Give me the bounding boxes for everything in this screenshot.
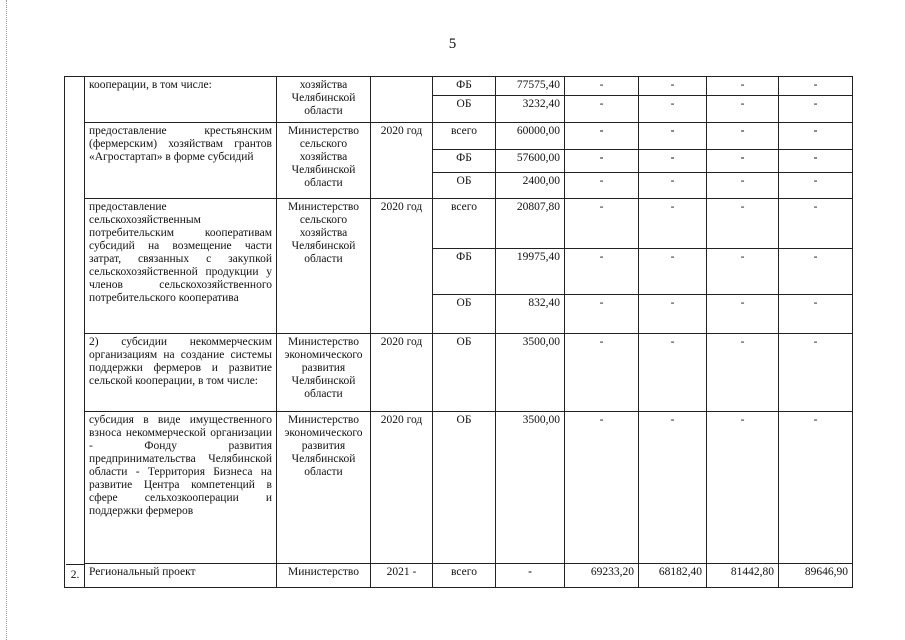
value-cell: -	[565, 150, 639, 173]
value-cell: -	[565, 77, 639, 96]
value-cell: -	[565, 123, 639, 150]
year-cell: 2020 год	[371, 123, 433, 199]
value-cell: 89646,90	[779, 564, 853, 588]
description-cell: 2) субсидии некоммерческим организациям на создание системы поддержки фермеров и развитие сельской кооперации, в том числе:	[85, 334, 277, 412]
table-row	[65, 564, 853, 588]
amount-cell: 3232,40	[496, 96, 565, 123]
source-cell: ФБ	[433, 77, 496, 96]
amount-cell: 19975,40	[496, 249, 565, 295]
value-cell: -	[639, 295, 707, 334]
description-cell: кооперации, в том числе:	[85, 77, 277, 123]
executor-cell: хозяйства Челябинской области	[277, 77, 371, 123]
value-cell: -	[707, 77, 779, 96]
value-cell: -	[565, 295, 639, 334]
budget-table	[64, 76, 853, 588]
value-cell: -	[707, 96, 779, 123]
value-cell: 69233,20	[565, 564, 639, 588]
year-cell	[371, 77, 433, 123]
amount-cell: 3500,00	[496, 334, 565, 412]
year-cell: 2021 -	[371, 564, 433, 588]
row-number-2: 2.	[66, 564, 84, 587]
value-cell: -	[565, 334, 639, 412]
table-row	[65, 412, 853, 564]
value-cell: -	[639, 123, 707, 150]
value-cell: -	[565, 96, 639, 123]
executor-cell: Министерство сельского хозяйства Челябинской области	[277, 123, 371, 199]
description-cell: предоставление крестьянским (фермерским) хозяйствам грантов «Агростартап» в форме субсидий	[85, 123, 277, 199]
source-cell: ОБ	[433, 173, 496, 199]
value-cell: -	[565, 412, 639, 564]
value-cell: -	[565, 249, 639, 295]
executor-cell: Министерство экономического развития Челябинской области	[277, 412, 371, 564]
value-cell: -	[779, 334, 853, 412]
table-row	[65, 123, 853, 150]
executor-cell: Министерство экономического развития Челябинской области	[277, 334, 371, 412]
value-cell: -	[779, 412, 853, 564]
value-cell: -	[779, 123, 853, 150]
value-cell: -	[707, 150, 779, 173]
executor-cell: Министерство	[277, 564, 371, 588]
description-cell: субсидия в виде имущественного взноса некоммерческой организации - Фонду развития предпринимательства Челябинской области - Территория Бизнеса на развитие Центра компетенций в сфере сельхозкооперации и поддержки фермеров	[85, 412, 277, 564]
executor-cell: Министерство сельского хозяйства Челябинской области	[277, 199, 371, 334]
table-row	[65, 334, 853, 412]
value-cell: -	[707, 173, 779, 199]
value-cell: -	[639, 412, 707, 564]
year-cell: 2020 год	[371, 334, 433, 412]
value-cell: -	[707, 295, 779, 334]
value-cell: 81442,80	[707, 564, 779, 588]
value-cell: -	[779, 295, 853, 334]
year-cell: 2020 год	[371, 199, 433, 334]
description-cell: предоставление сельскохозяйственным потребительским кооперативам субсидий на возмещение части затрат, связанных с закупкой сельскохозяйственной продукции у членов сельскохозяйственного потребительского кооператива	[85, 199, 277, 334]
table-row	[65, 77, 853, 96]
amount-cell: 832,40	[496, 295, 565, 334]
value-cell: -	[779, 249, 853, 295]
value-cell: -	[565, 199, 639, 249]
value-cell: -	[707, 123, 779, 150]
amount-cell: 20807,80	[496, 199, 565, 249]
value-cell: -	[779, 199, 853, 249]
amount-cell: 57600,00	[496, 150, 565, 173]
value-cell: -	[639, 96, 707, 123]
year-cell: 2020 год	[371, 412, 433, 564]
source-cell: ОБ	[433, 412, 496, 564]
amount-cell: 2400,00	[496, 173, 565, 199]
source-cell: ОБ	[433, 96, 496, 123]
source-cell: ФБ	[433, 249, 496, 295]
source-cell: ОБ	[433, 334, 496, 412]
amount-cell: 3500,00	[496, 412, 565, 564]
row-number-cell	[65, 77, 85, 588]
value-cell: -	[639, 150, 707, 173]
source-cell: ФБ	[433, 150, 496, 173]
source-cell: всего	[433, 564, 496, 588]
value-cell: -	[707, 199, 779, 249]
page-number: 5	[448, 36, 457, 52]
source-cell: ОБ	[433, 295, 496, 334]
value-cell: -	[779, 150, 853, 173]
value-cell: -	[779, 96, 853, 123]
value-cell: -	[707, 334, 779, 412]
value-cell: -	[639, 249, 707, 295]
amount-cell: -	[496, 564, 565, 588]
value-cell: -	[707, 249, 779, 295]
value-cell: -	[779, 173, 853, 199]
source-cell: всего	[433, 199, 496, 249]
page-edge-dots	[6, 0, 8, 640]
value-cell: -	[707, 412, 779, 564]
value-cell: -	[639, 77, 707, 96]
value-cell: -	[639, 334, 707, 412]
value-cell: -	[565, 173, 639, 199]
source-cell: всего	[433, 123, 496, 150]
value-cell: -	[779, 77, 853, 96]
table-row	[65, 199, 853, 249]
value-cell: -	[639, 199, 707, 249]
value-cell: -	[639, 173, 707, 199]
value-cell: 68182,40	[639, 564, 707, 588]
amount-cell: 60000,00	[496, 123, 565, 150]
amount-cell: 77575,40	[496, 77, 565, 96]
description-cell: Региональный проект	[85, 564, 277, 588]
